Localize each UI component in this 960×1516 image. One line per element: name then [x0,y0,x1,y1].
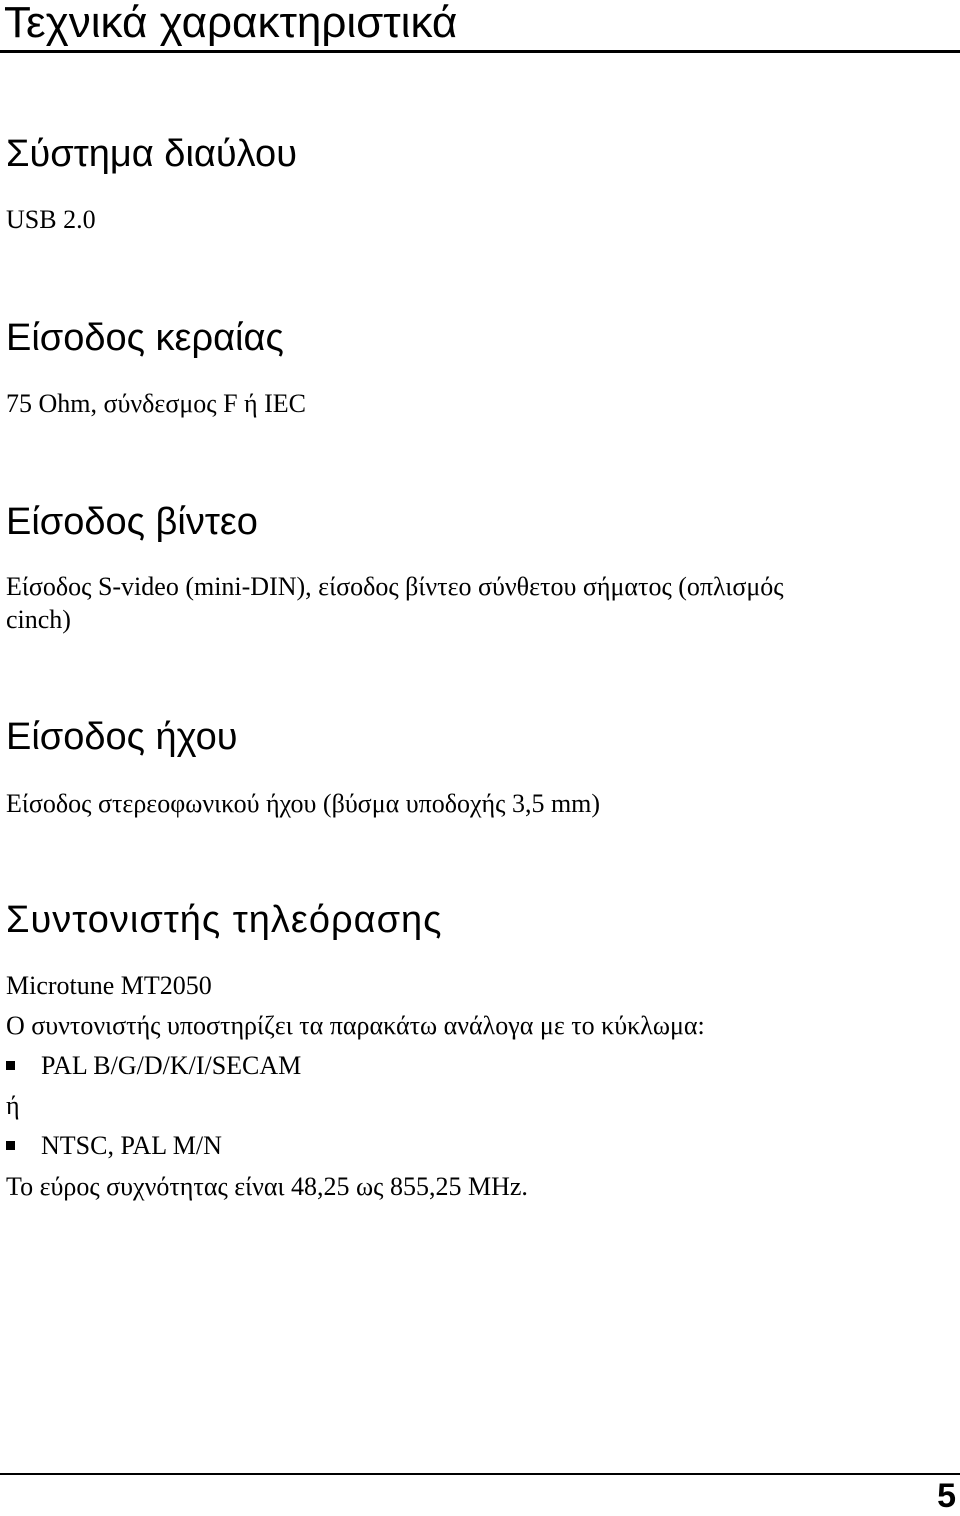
video-spec-line-2: cinch) [6,605,71,634]
square-bullet-icon [6,1061,15,1070]
bullet-text: PAL B/G/D/K/I/SECAM [41,1051,302,1080]
bullet-separator: ή [6,1091,20,1120]
bus-spec-line: USB 2.0 [6,205,96,234]
title-rule [0,50,960,53]
tuner-model-line: Microtune MT2050 [6,971,212,1000]
square-bullet-icon [6,1141,15,1150]
audio-spec-line: Είσοδος στερεοφωνικού ήχου (βύσμα υποδοχής 3,5 mm) [6,789,601,818]
antenna-spec-line: 75 Ohm, σύνδεσμος F ή IEC [6,389,307,418]
tuner-intro-line: Ο συντονιστής υποστηρίζει τα παρακάτω ανάλογα με το κύκλωμα: [6,1011,705,1040]
video-spec-line-1: Είσοδος S-video (mini-DIN), είσοδος βίντεο σύνθετου σήματος (οπλισμός [6,572,784,601]
page-number: 5 [937,1477,956,1515]
section-heading-tuner: Συντονιστής τηλεόρασης [6,899,443,941]
frequency-range-line: Το εύρος συχνότητας είναι 48,25 ως 855,25 MHz. [6,1172,528,1201]
bullet-text: NTSC, PAL M/N [41,1131,222,1160]
section-heading-audio: Είσοδος ήχου [6,716,238,758]
section-heading-antenna: Είσοδος κεραίας [6,317,284,359]
page-title: Τεχνικά χαρακτηριστικά [4,0,458,47]
footer-rule [0,1473,960,1475]
section-heading-video: Είσοδος βίντεο [6,501,258,543]
section-heading-bus: Σύστημα διαύλου [6,133,297,175]
